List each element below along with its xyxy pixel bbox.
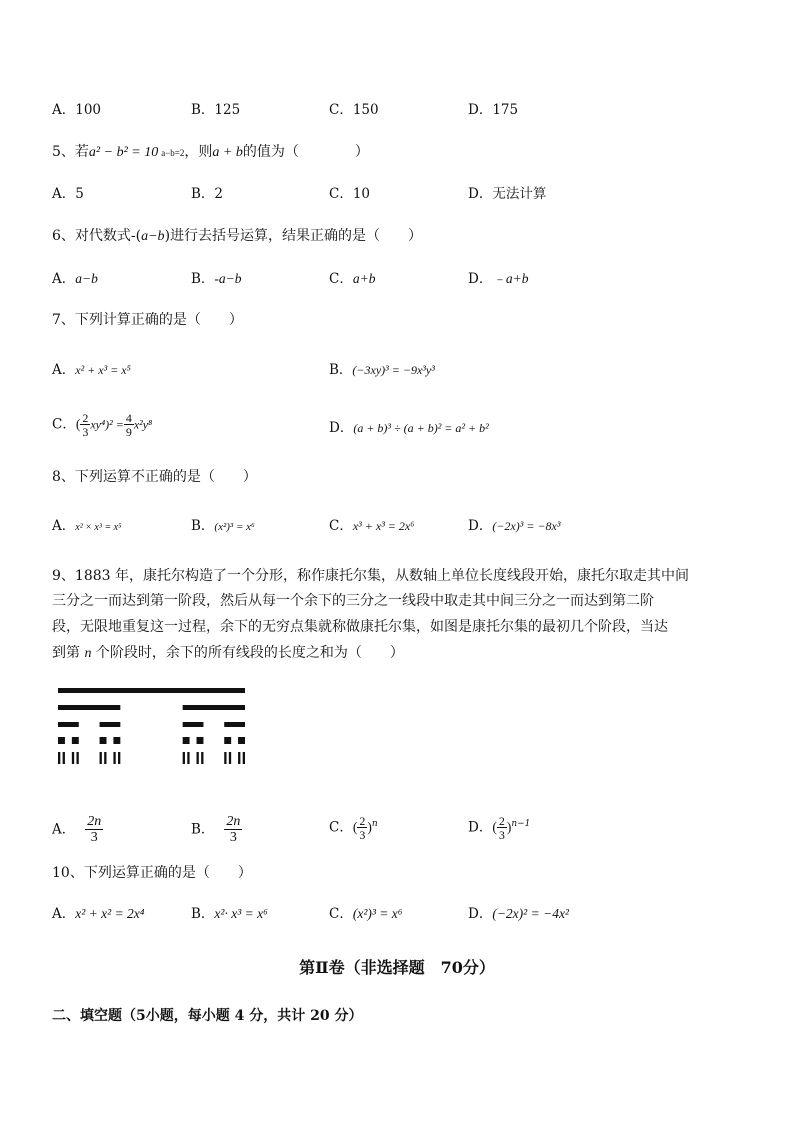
q7-question: 7、下列计算正确的是（ ） [52,312,243,328]
fill-blank-heading: 二、填空题（5小题，每小题 4 分，共计 20 分） [52,1008,363,1024]
cantor-segment-stage-4 [58,752,60,764]
q9-d-exp: n−1 [511,819,531,829]
q4-option-b: B．125 [191,102,241,118]
q9-line1: 9、1883 年，康托尔构造了一个分形，称作康托尔集，从数轴上单位长度线段开始，康托尔取走其中间 [52,568,689,584]
q6-b-label: B． [191,271,215,287]
cantor-segment-stage-4 [238,752,240,764]
q10-a-expr: x² + x² = 2x⁴ [75,906,145,921]
cantor-segment-stage-4 [197,752,199,764]
q10-option-c [329,905,402,923]
q10-question: 10、下列运算正确的是（ ） [52,865,252,881]
cantor-segment-stage-4 [104,752,106,764]
q9-c-exp: n [371,819,378,829]
cantor-segment-stage-3 [224,737,231,744]
q9-a-frac: $\frac{2n}{3}$ [87,814,102,845]
q4-option-d: D．175 [468,102,519,118]
cantor-segment-stage-4 [187,752,189,764]
q7-c-mid: xy⁴)² = [90,417,124,432]
cantor-segment-stage-2 [100,722,121,727]
q8-option-d [468,517,560,535]
q5-option-d: D．无法计算 [468,186,547,202]
q9-c-label: C． [329,819,353,836]
q9-line2: 三分之一而达到第一阶段，然后从每一个余下的三分之一线段中取走其中间三分之一而达到第二阶 [52,593,654,609]
q9-option-b [191,815,242,845]
q9-c-frac: $\frac{2}{3}$ [359,814,366,842]
q9-line4 [52,644,404,663]
q10-a-label: A． [52,906,76,922]
q10-b-expr: x²· x³ = x⁶ [214,906,268,921]
q9-d-frac: $\frac{2}{3}$ [498,814,505,842]
q9-b-frac: $\frac{2n}{3}$ [226,814,241,845]
q10-option-a [52,905,144,923]
q6-d-label: D． [468,271,493,287]
q7-c-label: C． [52,416,76,433]
q5-question [52,143,369,162]
q8-b-expr: (x²)³ = x⁶ [214,521,255,533]
cantor-segment-stage-3 [113,737,120,744]
q10-option-d [468,905,569,923]
q6-option-c [329,270,375,288]
q9-option-d: D．( $\frac{2}{3}$ )$^{n-1}$ [468,814,531,842]
q10-b-label: B． [191,906,215,922]
q5-expr: a + b [212,145,243,160]
q9-d-label: D． [468,819,493,836]
cantor-segment-stage-3 [197,737,204,744]
q6-b-expr: -a−b [214,271,242,286]
q7-b-label: B． [329,362,353,378]
q8-a-label: A． [52,518,76,534]
q6-d-expr: ﹣a+b [492,271,529,286]
q5-tail: 的值为（ ） [242,144,369,160]
q5-eq2: a−b=2 [161,148,185,158]
q9-line4-var: n [84,646,92,661]
cantor-segment-stage-4 [100,752,102,764]
q7-option-b [329,361,435,379]
cantor-segment-stage-2 [58,722,79,727]
q7-d-label: D． [329,420,354,436]
q5-option-b: B．2 [191,186,224,202]
q7-b-expr: (−3xy)³ = −9x³y³ [352,363,435,377]
q6-option-b [191,270,242,288]
q10-option-b [191,905,268,923]
cantor-segment-stage-2 [224,722,245,727]
q10-d-label: D． [468,906,493,922]
q5-option-c: C．10 [329,186,371,202]
q8-c-expr: x³ + x³ = 2x⁶ [352,519,415,533]
q5-eq1: a² − b² = 10 [88,145,159,160]
cantor-segment-stage-4 [118,752,120,764]
cantor-segment-stage-4 [183,752,185,764]
q8-b-label: B． [191,518,215,534]
cantor-segment-stage-4 [113,752,115,764]
q6-option-d [468,270,528,288]
q10-c-label: C． [329,906,353,922]
q9-a-label: A． [52,821,76,838]
cantor-segment-stage-4 [201,752,203,764]
cantor-segment-stage-3 [100,737,107,744]
q6-option-a [52,270,98,288]
q7-d-expr: (a + b)³ ÷ (a + b)² = a² + b² [353,421,489,435]
q8-a-expr: x² × x³ = x⁵ [75,522,122,533]
cantor-set-figure [56,686,246,786]
q4-option-c: C．150 [329,102,379,118]
section2-title: 第Ⅱ卷（非选择题 70分） [299,958,495,977]
q9-line4-prefix: 到第 [52,645,80,661]
cantor-segment-stage-3 [183,737,190,744]
q10-d-expr: (−2x)² = −4x² [492,906,569,921]
cantor-segment-stage-4 [229,752,231,764]
q7-a-label: A． [52,362,76,378]
q6-a-label: A． [52,271,76,287]
cantor-segment-stage-4 [63,752,65,764]
q8-c-label: C． [329,518,353,534]
q6-a-expr: a−b [75,271,98,286]
q5-prefix: 5、若 [52,144,89,160]
q9-line3: 段，无限地重复这一过程，余下的无穷点集就称做康托尔集，如图是康托尔集的最初几个阶段，当达 [52,619,668,635]
cantor-segment-stage-4 [76,752,78,764]
q9-option-c: C．( $\frac{2}{3}$ )$^n$ [329,814,378,842]
q8-option-b [191,517,255,536]
cantor-segment-stage-1 [58,705,120,710]
cantor-segment-stage-2 [183,722,204,727]
q7-option-d [329,419,489,437]
cantor-segment-stage-3 [72,737,79,744]
q5-suffix: ，则 [184,144,213,160]
q8-option-a [52,517,122,537]
q9-option-a [52,815,103,845]
q10-c-expr: (x²)³ = x⁶ [352,906,403,921]
q6-text-prefix: 6、对代数式-( [52,228,142,244]
q6-c-expr: a+b [352,271,376,286]
q7-c-frac2: $\frac{4}{9}$ [125,411,132,439]
q7-c-tail: x²y⁸ [133,417,153,432]
cantor-segment-stage-3 [58,737,65,744]
cantor-segment-stage-1 [183,705,245,710]
q8-d-label: D． [468,518,493,534]
cantor-segment-stage-0 [58,688,245,693]
q8-d-expr: (−2x)³ = −8x³ [492,519,561,533]
q7-c-frac1: $\frac{2}{3}$ [82,411,89,439]
cantor-segment-stage-4 [224,752,226,764]
q5-option-a: A．5 [52,186,84,202]
q6-question [52,227,422,246]
q8-question: 8、下列运算不正确的是（ ） [52,469,257,485]
q4-option-a: A．100 [52,102,102,118]
q9-b-label: B． [191,821,215,838]
q8-option-c [329,517,414,535]
cantor-segment-stage-4 [243,752,245,764]
cantor-segment-stage-3 [238,737,245,744]
q7-option-a [52,361,131,379]
q9-line4-suffix: 个阶段时，余下的所有线段的长度之和为（ ） [95,645,404,661]
q7-option-c: C．( $\frac{2}{3}$ xy⁴)² = $\frac{4}{9}$ x²y⁸ [52,411,153,439]
q6-text-suffix: )进行去括号运算，结果正确的是（ ） [164,228,423,244]
q6-c-label: C． [329,271,353,287]
q7-a-expr: x² + x³ = x⁵ [75,363,131,377]
q6-text-var: a−b [141,229,165,244]
cantor-segment-stage-4 [72,752,74,764]
